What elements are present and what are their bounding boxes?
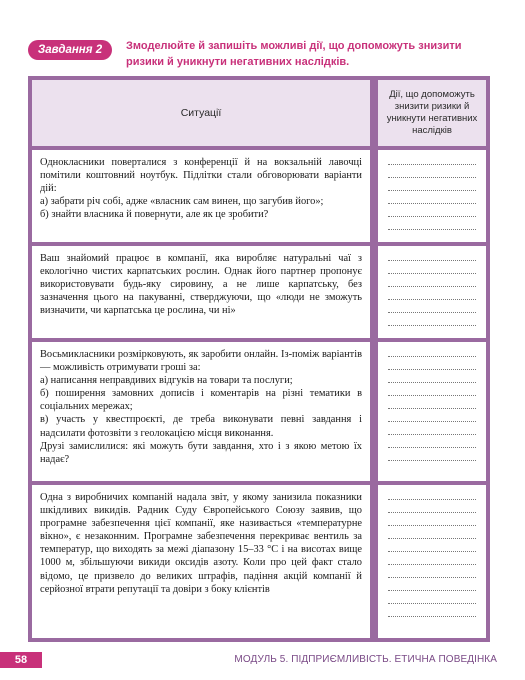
- answer-cell-1[interactable]: [378, 150, 486, 242]
- answer-line[interactable]: [388, 538, 476, 539]
- header-situations: Ситуації: [32, 80, 370, 146]
- answer-line[interactable]: [388, 325, 476, 326]
- situation-line: Друзі замислилися: які можуть бути завдання, хто і з якою метою їх надає?: [40, 440, 362, 465]
- situation-line: а) забрати річ собі, адже «власник сам винен, що загубив його»;: [40, 196, 324, 208]
- answer-line[interactable]: [388, 616, 476, 617]
- answer-line[interactable]: [388, 421, 476, 422]
- situation-cell-4: [32, 485, 370, 638]
- answer-line[interactable]: [388, 216, 476, 217]
- answer-line[interactable]: [388, 299, 476, 300]
- situation-cell-2: [32, 246, 370, 338]
- answer-line[interactable]: [388, 382, 476, 383]
- situation-line: Однокласники поверталися з конференції й на вокзальній лавочці помітили коштовний ноутбук. Підлітки стали обговорювати варіанти дій:: [40, 157, 362, 195]
- answer-line[interactable]: [388, 577, 476, 578]
- answer-line[interactable]: [388, 603, 476, 604]
- answer-line[interactable]: [388, 408, 476, 409]
- answer-line[interactable]: [388, 229, 476, 230]
- answer-line[interactable]: [388, 447, 476, 448]
- header-actions: Дії, що допоможуть знизити ризики й уникнути негативних наслідків: [378, 80, 486, 146]
- situation-line: в) участь у квестпроєкті, де треба виконувати певні завдання і надсилати фотозвіти з геолокацією місця виконання.: [40, 414, 362, 439]
- situation-line: б) поширення замовних дописів і коментарів на різні тематики в соціальних мережах;: [40, 388, 362, 413]
- answer-line[interactable]: [388, 190, 476, 191]
- answer-line[interactable]: [388, 590, 476, 591]
- answer-cell-3[interactable]: [378, 342, 486, 481]
- situation-line: б) знайти власника й повернути, але як це зробити?: [40, 209, 269, 221]
- answer-line[interactable]: [388, 286, 476, 287]
- task-badge: Завдання 2: [28, 40, 112, 60]
- answer-line[interactable]: [388, 564, 476, 565]
- situations-table: [28, 76, 490, 642]
- answer-line[interactable]: [388, 260, 476, 261]
- situation-cell-1: [32, 150, 370, 242]
- situation-line: Восьмикласники розмірковують, як заробити онлайн. Із-поміж варіантів — можливість отримувати гроші за:: [40, 349, 362, 374]
- answer-line[interactable]: [388, 164, 476, 165]
- answer-cell-4[interactable]: [378, 485, 486, 638]
- answer-line[interactable]: [388, 395, 476, 396]
- situation-line: Ваш знайомий працює в компанії, яка виробляє натуральні чаї з екологічно чистих карпатських рослин. Однак його партнер пропонує використовувати будь-яку сировину, а не лише карпатську, без зазначення цього на пакуванні, стверджуючи, що «люди не зможуть визначити, чи карпатська це рослина, чи ні»: [40, 253, 362, 317]
- answer-line[interactable]: [388, 203, 476, 204]
- answer-line[interactable]: [388, 499, 476, 500]
- answer-line[interactable]: [388, 177, 476, 178]
- answer-line[interactable]: [388, 273, 476, 274]
- situation-line: Одна з виробничих компаній надала звіт, у якому занизила показники шкідливих викидів. Радник Суду Європейського Союзу заявив, що програмне забезпечення цієї компанії, яке називається «температурне вікно», є незаконним. Програмне забезпечення перекриває вентиль за температур, що виходять за межі діапазону 15–33 °C і на висотах вище 1000 м, збільшуючи викиди оксидів азоту. Коли про цей факт стало відомо, це призвело до великих штрафів, падіння акцій компанії й серйозної втрати репутації та довіри з боку клієнтів: [40, 492, 362, 595]
- answer-line[interactable]: [388, 369, 476, 370]
- answer-line[interactable]: [388, 356, 476, 357]
- situation-cell-3: [32, 342, 370, 481]
- answer-line[interactable]: [388, 512, 476, 513]
- page-number: 58: [0, 652, 42, 668]
- answer-line[interactable]: [388, 525, 476, 526]
- running-title: МОДУЛЬ 5. ПІДПРИЄМЛИВІСТЬ. ЕТИЧНА ПОВЕДІНКА: [234, 654, 497, 665]
- answer-cell-2[interactable]: [378, 246, 486, 338]
- task-instruction: Змоделюйте й запишіть можливі дії, що допоможуть знизити ризики й уникнути негативних наслідків.: [126, 40, 462, 68]
- answer-line[interactable]: [388, 434, 476, 435]
- answer-line[interactable]: [388, 460, 476, 461]
- situation-line: а) написання неправдивих відгуків на товари та послуги;: [40, 375, 293, 387]
- answer-line[interactable]: [388, 551, 476, 552]
- answer-line[interactable]: [388, 312, 476, 313]
